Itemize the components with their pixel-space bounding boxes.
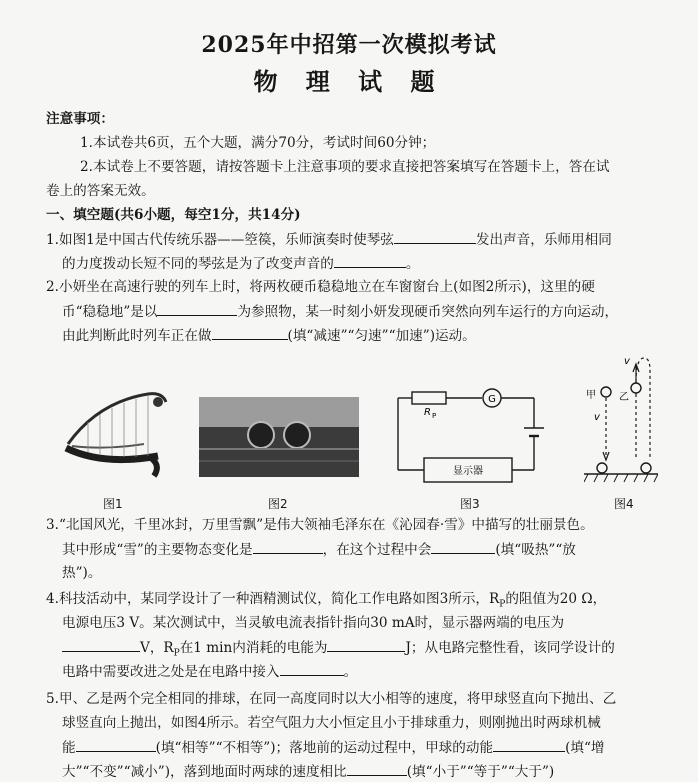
q1-text-c: 的力度拨动长短不同的琴弦是为了改变声音的: [62, 256, 334, 272]
velocity-down-label: v: [594, 412, 600, 423]
q5-text-e: (填“小于”“等于”“大于”): [406, 764, 555, 780]
figure-3-circuit-diagram: [384, 384, 554, 492]
q4-subscript-2: P: [173, 648, 180, 659]
question-3-line3: 热”)。: [62, 565, 102, 581]
q3-text-c: (填“吸热”“放: [495, 542, 576, 558]
question-5-line4: [62, 761, 554, 782]
q4-text-a: 4.科技活动中，某同学设计了一种酒精测试仪，简化工作电路如图3所示，R: [46, 591, 500, 607]
q5-text-c: (填“增: [565, 740, 605, 756]
notice-item-1: 1.本试卷共6页，五个大题，满分70分，考试时间60分钟；: [80, 135, 436, 151]
resistor-label: R: [424, 407, 431, 418]
q3-text-b: ，在这个过程中会: [322, 542, 432, 558]
question-5-line2: 球竖直向上抛出，如图4所示。若空气阻力大小恒定且小于排球重力，则刚抛出时两球机械: [62, 715, 601, 731]
q2-blank-2: [212, 325, 288, 340]
q2-text-d: (填“减速”“匀速”“加速”)运动。: [287, 328, 476, 344]
notice-heading: 注意事项：: [46, 111, 114, 127]
notice-item-2-line1: 2.本试卷上不要答题，请按答题卡上注意事项的要求直接把答案填写在答题卡上，答在试: [80, 159, 610, 175]
q4-text-e: J；从电路完整性看，该同学设计的: [405, 640, 615, 656]
q2-blank-1: [157, 301, 237, 316]
resistor-symbol: [412, 392, 446, 404]
q4-text-d: 在1 min内消耗的电能为: [179, 640, 328, 656]
q5-text-a: 能: [62, 740, 76, 756]
q5-blank-3: [347, 761, 407, 776]
q3-blank-1: [253, 539, 323, 554]
q1-text-d: 。: [405, 256, 420, 272]
galvanometer-label: G: [488, 394, 496, 405]
question-4-line3: [62, 637, 615, 664]
ball-b-label: 乙: [619, 392, 629, 403]
q3-blank-2: [431, 539, 495, 554]
question-3-line1: 3.“北国风光，千里冰封，万里雪飘”是伟大领袖毛泽东在《沁园春·雪》中描写的壮丽景色。: [46, 517, 594, 533]
exam-subject-title: 物 理 试 题: [253, 67, 445, 96]
q2-text-c: 由此判断此时列车正在做: [62, 328, 212, 344]
figure-2-coins-image: [199, 397, 359, 477]
question-2-line3: [62, 325, 476, 346]
notice-item-2-line2: 卷上的答案无效。: [46, 183, 155, 199]
question-4-line2: 电源电压3 V。某次测试中，当灵敏电流表指针指向30 mA时，显示器两端的电压为: [62, 615, 565, 631]
q1-text-b: 发出声音，乐师用相同: [475, 232, 612, 248]
q5-blank-2: [493, 737, 565, 752]
figure-1-konghou-image: [58, 372, 176, 484]
q4-subscript-1: P: [499, 599, 506, 610]
ball-a-ground: [597, 463, 607, 473]
q5-text-b: (填“相等”“不相等”)；落地前的运动过程中，甲球的动能: [155, 740, 494, 756]
resistor-subscript: P: [432, 412, 437, 420]
q4-blank-2: [327, 637, 405, 652]
question-2-line1: 2.小妍坐在高速行驶的列车上时，将两枚硬币稳稳地立在车窗窗台上(如图2所示)，这里的硬: [46, 279, 595, 295]
q4-blank-3: [280, 661, 344, 676]
q4-text-b: 的阻值为20 Ω，: [505, 591, 607, 607]
q1-blank-1: [394, 229, 476, 244]
ball-b-start: [631, 383, 641, 393]
ball-b-ground: [641, 463, 651, 473]
figure-4-caption: 图4: [614, 497, 634, 511]
question-4-line4: [62, 661, 357, 682]
exam-title: 2025年中招第一次模拟考试: [201, 32, 497, 58]
q4-blank-1: [62, 637, 140, 652]
figure-4-balls-diagram: [584, 350, 658, 490]
question-1-line2: [62, 253, 419, 274]
q1-text-a: 1.如图1是中国古代传统乐器——箜篌，乐师演奏时使琴弦: [46, 232, 394, 248]
q4-text-g: 。: [343, 664, 358, 680]
question-2-line2: [62, 301, 618, 322]
question-5-line1: 5.甲、乙是两个完全相同的排球，在同一高度同时以大小相等的速度，将甲球竖直向下抛出、乙: [46, 691, 617, 707]
figure-3-caption: 图3: [460, 497, 480, 511]
section-1-heading: 一、填空题(共6小题，每空1分，共14分): [46, 207, 301, 223]
display-label: 显示器: [453, 466, 483, 477]
question-1-line1: [46, 229, 612, 250]
q3-text-a: 其中形成“雪”的主要物态变化是: [62, 542, 253, 558]
figure-2-caption: 图2: [268, 497, 288, 511]
ball-a-label: 甲: [586, 390, 596, 401]
question-5-line3: [62, 737, 605, 758]
q2-text-a: 币“稳稳地”是以: [62, 304, 158, 320]
velocity-up-label: v: [624, 356, 630, 367]
q5-blank-1: [76, 737, 156, 752]
question-4-line1: [46, 589, 606, 615]
q4-text-f: 电路中需要改进之处是在电路中接入: [62, 664, 280, 680]
q5-text-d: 大”“不变”“减小”)，落到地面时两球的速度相比: [62, 764, 347, 780]
q2-text-b: 为参照物，某一时刻小妍发现硬币突然向列车运行的方向运动，: [237, 304, 619, 320]
figure-1-caption: 图1: [103, 497, 123, 511]
ball-a-start: [601, 387, 611, 397]
q4-text-c: V，R: [140, 640, 174, 656]
question-3-line2: [62, 539, 576, 560]
q1-blank-2: [334, 253, 406, 268]
